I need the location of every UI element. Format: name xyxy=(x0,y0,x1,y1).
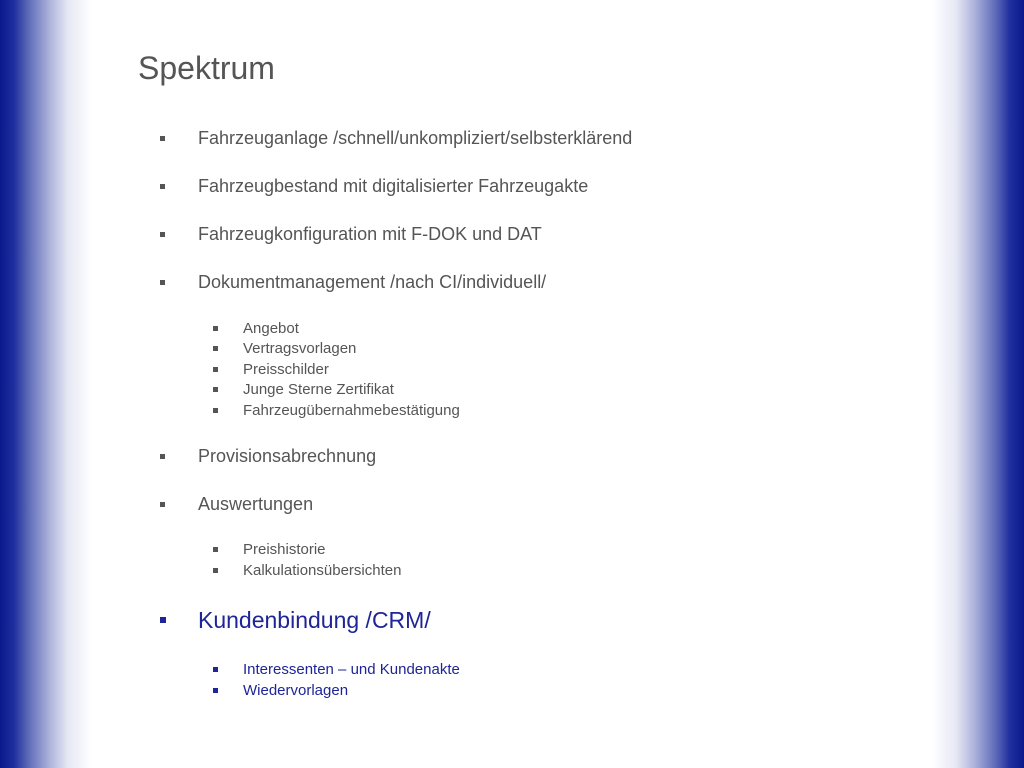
square-bullet-icon xyxy=(213,326,218,331)
square-bullet-icon xyxy=(160,280,165,285)
sub-bullet-item xyxy=(243,339,356,357)
bullet-text: Provisionsabrechnung xyxy=(198,445,377,466)
square-bullet-icon xyxy=(160,136,165,141)
bullet-text: Fahrzeugbestand mit digitalisierter Fahrzeugakte xyxy=(198,175,589,196)
sub-bullet-item xyxy=(243,660,460,678)
sub-bullet-item xyxy=(243,540,326,558)
bullet-item-provisionsabrechnung xyxy=(198,446,376,466)
sub-bullet-item xyxy=(243,360,329,378)
square-bullet-icon xyxy=(213,667,218,672)
bullet-text: Dokumentmanagement /nach CI/individuell/ xyxy=(198,271,547,292)
sub-bullet-text: Vertragsvorlagen xyxy=(243,339,357,357)
bullet-text: Fahrzeugkonfiguration mit F-DOK und DAT xyxy=(198,223,542,244)
bullet-text: Fahrzeuganlage /schnell/unkompliziert/selbsterklärend xyxy=(198,127,633,148)
sub-bullet-item xyxy=(243,561,401,579)
bullet-text: Auswertungen xyxy=(198,493,314,514)
square-bullet-icon xyxy=(160,617,166,623)
square-bullet-icon xyxy=(160,232,165,237)
square-bullet-icon xyxy=(213,387,218,392)
bullet-text: Kundenbindung /CRM/ xyxy=(198,606,431,633)
sub-bullet-item xyxy=(243,401,460,419)
square-bullet-icon xyxy=(213,367,218,372)
sub-bullet-text: Wiedervorlagen xyxy=(243,681,349,699)
sub-bullet-item xyxy=(243,681,348,699)
square-bullet-icon xyxy=(213,688,218,693)
slide-title: Spektrum xyxy=(138,50,275,86)
sub-bullet-text: Preishistorie xyxy=(243,540,326,558)
sub-bullet-item xyxy=(243,380,394,398)
square-bullet-icon xyxy=(213,408,218,413)
sub-bullet-text: Kalkulationsübersichten xyxy=(243,561,402,579)
bullet-item-kundenbindung xyxy=(198,607,431,633)
sub-bullet-text: Junge Sterne Zertifikat xyxy=(243,380,394,398)
square-bullet-icon xyxy=(160,184,165,189)
bullet-item-auswertungen xyxy=(198,494,313,514)
sub-bullet-text: Preisschilder xyxy=(243,360,329,378)
square-bullet-icon xyxy=(160,502,165,507)
bullet-item-fahrzeuganlage xyxy=(198,128,632,148)
sub-bullet-text: Interessenten – und Kundenakte xyxy=(243,660,460,678)
square-bullet-icon xyxy=(213,547,218,552)
sub-bullet-item xyxy=(243,319,299,337)
sub-bullet-text: Fahrzeugübernahmebestätigung xyxy=(243,401,460,419)
bullet-item-fahrzeugkonfiguration xyxy=(198,224,542,244)
sub-bullet-text: Angebot xyxy=(243,319,299,337)
bullet-item-dokumentmanagement xyxy=(198,272,546,292)
square-bullet-icon xyxy=(213,568,218,573)
square-bullet-icon xyxy=(213,346,218,351)
square-bullet-icon xyxy=(160,454,165,459)
bullet-item-fahrzeugbestand xyxy=(198,176,588,196)
